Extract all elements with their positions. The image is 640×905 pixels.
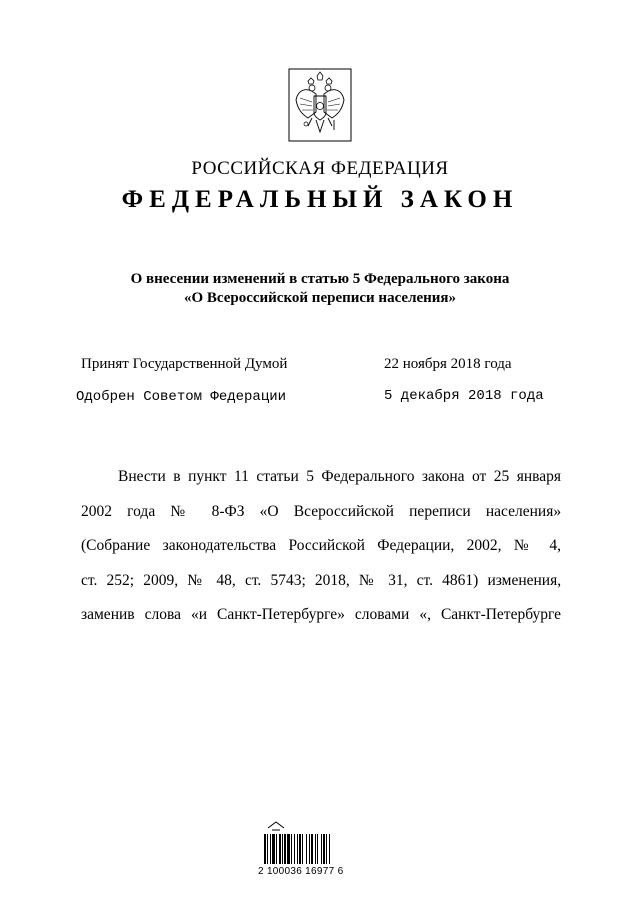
- body-word: 48,: [216, 571, 236, 589]
- body-word: ст.: [244, 571, 262, 589]
- body-word: 2002,: [466, 537, 502, 554]
- body-word: 4861): [442, 571, 479, 589]
- body-word: Федерального: [321, 468, 415, 485]
- body-word: населения»: [485, 502, 562, 520]
- body-text-line: [81, 598, 561, 633]
- council-approval-label: Одобрен Советом Федерации: [76, 389, 287, 405]
- body-word: статьи: [256, 468, 299, 485]
- body-word: заменив: [81, 606, 135, 623]
- body-word: Федерации,: [377, 537, 455, 554]
- body-text-line: [81, 529, 561, 564]
- body-word: ст.: [416, 571, 433, 589]
- body-word: января: [516, 468, 562, 485]
- body-word: №: [513, 537, 538, 554]
- body-word: №: [358, 571, 379, 589]
- body-word: «,: [419, 606, 431, 623]
- body-text-line: [81, 564, 561, 599]
- body-text-line: [81, 460, 561, 495]
- body-word: 25: [493, 468, 510, 485]
- body-word: (Собрание: [81, 537, 151, 554]
- body-text-line: [81, 495, 561, 530]
- document-type: ФЕДЕРАЛЬНЫЙ ЗАКОН: [121, 186, 519, 213]
- body-word: 2002: [81, 502, 112, 520]
- law-title: [0, 270, 640, 308]
- body-word: в: [173, 468, 181, 485]
- body-word: переписи: [409, 502, 471, 520]
- body-word: года: [127, 502, 156, 520]
- country-name: РОССИЙСКАЯ ФЕДЕРАЦИЯ: [191, 158, 449, 179]
- body-word: 2009,: [143, 571, 179, 589]
- body-word: «и: [190, 606, 208, 623]
- body-word: Российской: [288, 537, 365, 554]
- body-word: Санкт-Петербурге: [440, 606, 562, 623]
- body-word: 5743;: [270, 571, 306, 589]
- body-word: 5: [306, 468, 314, 485]
- body-word: 31,: [388, 571, 408, 589]
- body-word: 4,: [549, 537, 562, 554]
- duma-adoption-label: Принят Государственной Думой: [81, 356, 288, 372]
- body-word: закона: [421, 468, 465, 485]
- body-word: слова: [144, 606, 181, 623]
- council-approval-date: 5 декабря 2018 года: [384, 388, 544, 404]
- body-word: Всероссийской: [293, 502, 394, 520]
- law-body-text: [81, 460, 561, 633]
- duma-adoption-date: 22 ноября 2018 года: [384, 356, 512, 372]
- body-word: Санкт-Петербурге»: [217, 606, 345, 623]
- body-word: №: [187, 571, 208, 589]
- body-word: Внести: [118, 468, 166, 485]
- body-word: №: [170, 502, 197, 520]
- law-title-line: О внесении изменений в статью 5 Федерального закона: [130, 271, 510, 287]
- body-word: от: [472, 468, 487, 485]
- body-word: изменения,: [487, 571, 562, 589]
- body-word: словами: [354, 606, 410, 623]
- body-word: 252;: [106, 571, 135, 589]
- body-word: ст.: [81, 571, 98, 589]
- barcode-number: 2 100036 16977 6: [258, 866, 344, 877]
- body-word: 11: [233, 468, 249, 485]
- body-word: 2018,: [314, 571, 350, 589]
- body-word: пункт: [188, 468, 227, 485]
- law-title-line: «О Всероссийской переписи населения»: [183, 290, 457, 306]
- coat-of-arms-emblem: [288, 68, 352, 142]
- body-word: 8-ФЗ: [211, 502, 245, 520]
- body-word: «О: [259, 502, 279, 520]
- body-word: законодательства: [162, 537, 277, 554]
